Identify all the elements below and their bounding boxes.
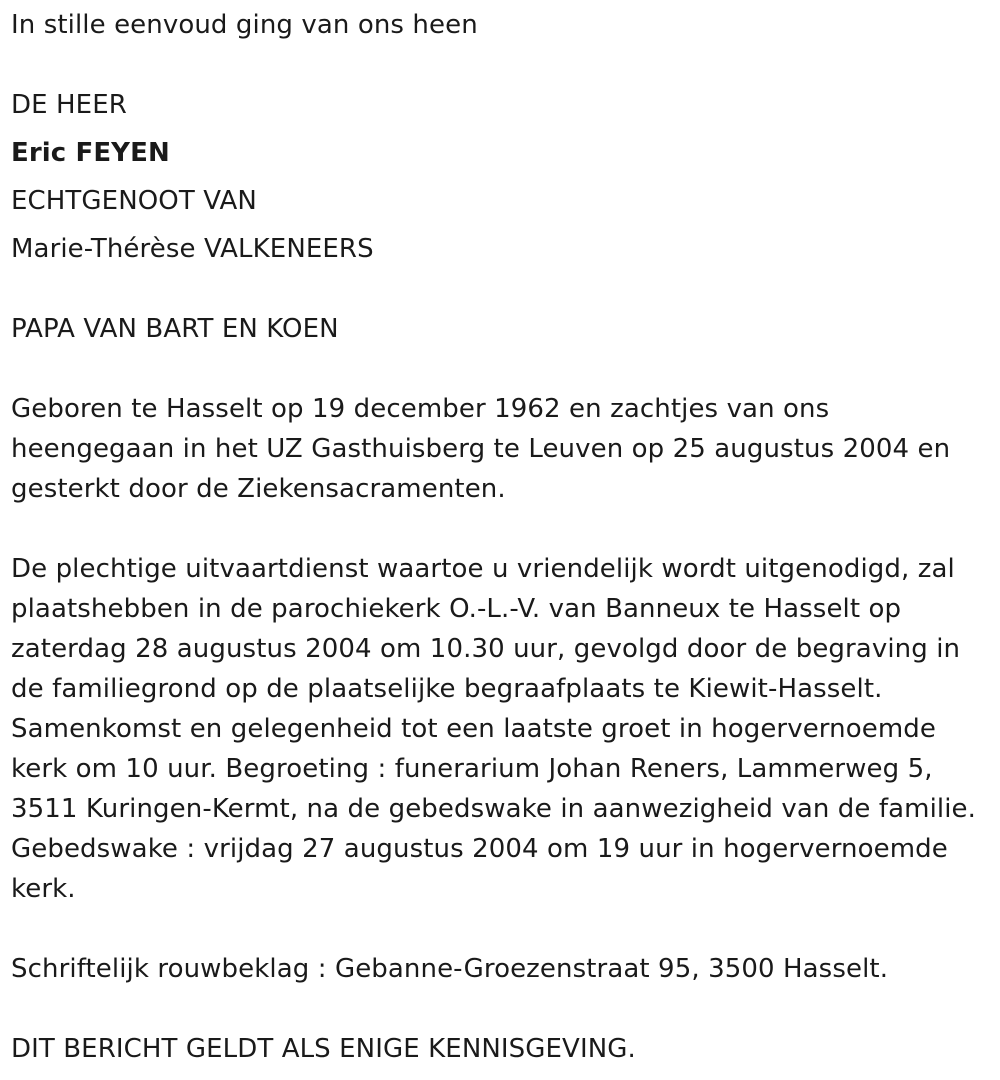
birth-paragraph (11, 389, 950, 509)
closing-line: DIT BERICHT GELDT ALS ENIGE KENNISGEVING. (11, 1034, 636, 1064)
ceremony-paragraph-line: 3511 Kuringen-Kermt, na de gebedswake in aanwezigheid van de familie. (11, 794, 977, 824)
birth-paragraph-line: Geboren te Hasselt op 19 december 1962 en zachtjes van ons (11, 394, 830, 424)
title-line: DE HEER (11, 90, 127, 120)
ceremony-paragraph (11, 549, 976, 909)
ceremony-paragraph-line: Gebedswake : vrijdag 27 augustus 2004 om 19 uur in hogervernoemde (11, 834, 948, 864)
spouse-label: ECHTGENOOT VAN (11, 186, 257, 216)
spouse-name: Marie-Thérèse VALKENEERS (11, 234, 374, 264)
ceremony-paragraph-line: kerk om 10 uur. Begroeting : funerarium Johan Reners, Lammerweg 5, (11, 754, 933, 784)
ceremony-paragraph-line: De plechtige uitvaartdienst waartoe u vriendelijk wordt uitgenodigd, zal (11, 554, 955, 584)
birth-paragraph-line: gesterkt door de Ziekensacramenten. (11, 474, 506, 504)
ceremony-paragraph-line: zaterdag 28 augustus 2004 om 10.30 uur, gevolgd door de begraving in (11, 634, 961, 664)
birth-paragraph-line: heengegaan in het UZ Gasthuisberg te Leuven op 25 augustus 2004 en (11, 434, 951, 464)
condolence-address: Schriftelijk rouwbeklag : Gebanne-Groezenstraat 95, 3500 Hasselt. (11, 954, 889, 984)
children-line: PAPA VAN BART EN KOEN (11, 314, 339, 344)
intro-line: In stille eenvoud ging van ons heen (11, 10, 478, 40)
ceremony-paragraph-line: de familiegrond op de plaatselijke begraafplaats te Kiewit-Hasselt. (11, 674, 883, 704)
deceased-name: Eric FEYEN (11, 138, 170, 168)
ceremony-paragraph-line: Samenkomst en gelegenheid tot een laatste groet in hogervernoemde (11, 714, 936, 744)
ceremony-paragraph-line: plaatshebben in de parochiekerk O.-L.-V. van Banneux te Hasselt op (11, 594, 902, 624)
ceremony-paragraph-line: kerk. (11, 874, 76, 904)
